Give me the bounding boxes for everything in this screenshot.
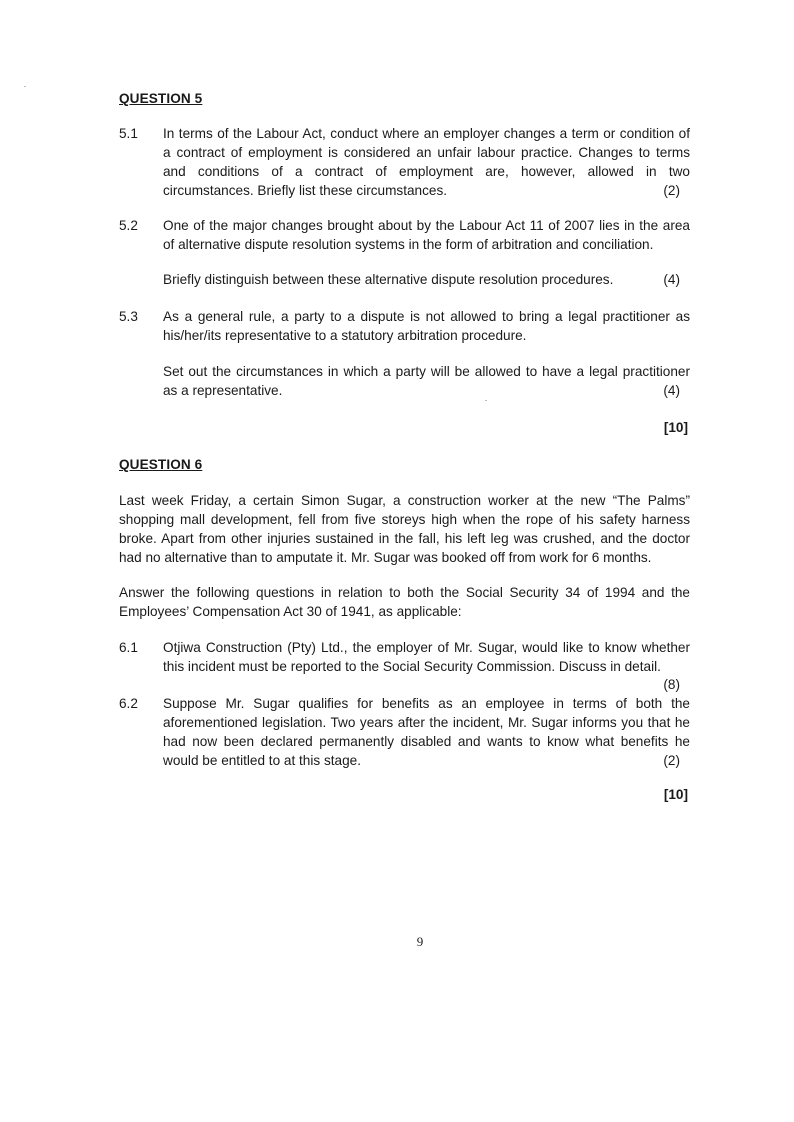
item-5-3-text: As a general rule, a party to a dispute is not allowed to bring a legal practitioner as his/her/its representative to a statutory arbitration procedure. [163, 309, 690, 343]
item-5-2-subtext [163, 270, 690, 289]
question-6-intro: Last week Friday, a certain Simon Sugar, a construction worker at the new “The Palms” shopping mall development, fell from five storeys high when the rope of his safety harness broke. Apart from other injuries sustained in the fall, his left leg was crushed, and the doctor had no alternative than to amputate it. Mr. Sugar was booked off from work for 6 months. [119, 493, 690, 565]
item-5-2-marks: (4) [663, 272, 680, 287]
item-number-5-2: 5.2 [119, 218, 138, 233]
item-5-2-text: One of the major changes brought about by the Labour Act 11 of 2007 lies in the area of alternative dispute resolution systems in the form of arbitration and conciliation. [163, 218, 690, 252]
scan-speck [485, 400, 487, 401]
item-6-2-marks: (2) [663, 753, 680, 768]
item-6-1-text: Otjiwa Construction (Pty) Ltd., the employer of Mr. Sugar, would like to know whether this incident must be reported to the Social Security Commission. Discuss in detail. [163, 640, 690, 674]
question-6-heading: QUESTION 6 [119, 457, 203, 472]
item-6-2-text [163, 694, 690, 770]
page-number: 9 [416, 934, 424, 949]
item-number-5-1: 5.1 [119, 126, 138, 141]
question-5-heading: QUESTION 5 [119, 91, 203, 106]
item-5-1-text [163, 124, 690, 200]
scan-speck [24, 86, 26, 87]
item-5-1-marks: (2) [663, 183, 680, 198]
question-6-total: [10] [663, 787, 688, 802]
item-5-3-marks: (4) [663, 383, 680, 398]
item-number-6-1: 6.1 [119, 640, 138, 655]
item-number-5-3: 5.3 [119, 309, 138, 324]
question-5-total: [10] [663, 420, 688, 435]
item-5-2-question: Briefly distinguish between these alternative dispute resolution procedures. [163, 272, 614, 287]
item-number-6-2: 6.2 [119, 696, 138, 711]
item-6-1-marks: (8) [663, 677, 680, 692]
item-6-2-question: Suppose Mr. Sugar qualifies for benefits as an employee in terms of both the aforementioned legislation. Two years after the incident, Mr. Sugar informs you that he had now been declared permanently disabled and wants to know what benefits he would be entitled to at this stage. [163, 696, 690, 768]
item-5-3-subtext [163, 362, 690, 400]
item-5-3-question: Set out the circumstances in which a party will be allowed to have a legal practitioner as a representative. [163, 364, 690, 398]
question-6-instruction: Answer the following questions in relation to both the Social Security 34 of 1994 and the Employees’ Compensation Act 30 of 1941, as applicable: [119, 585, 690, 619]
item-5-1-question: In terms of the Labour Act, conduct where an employer changes a term or condition of a contract of employment is considered an unfair labour practice. Changes to terms and conditions of a contract of employment are, however, allowed in two circumstances. Briefly list these circumstances. [163, 126, 690, 198]
